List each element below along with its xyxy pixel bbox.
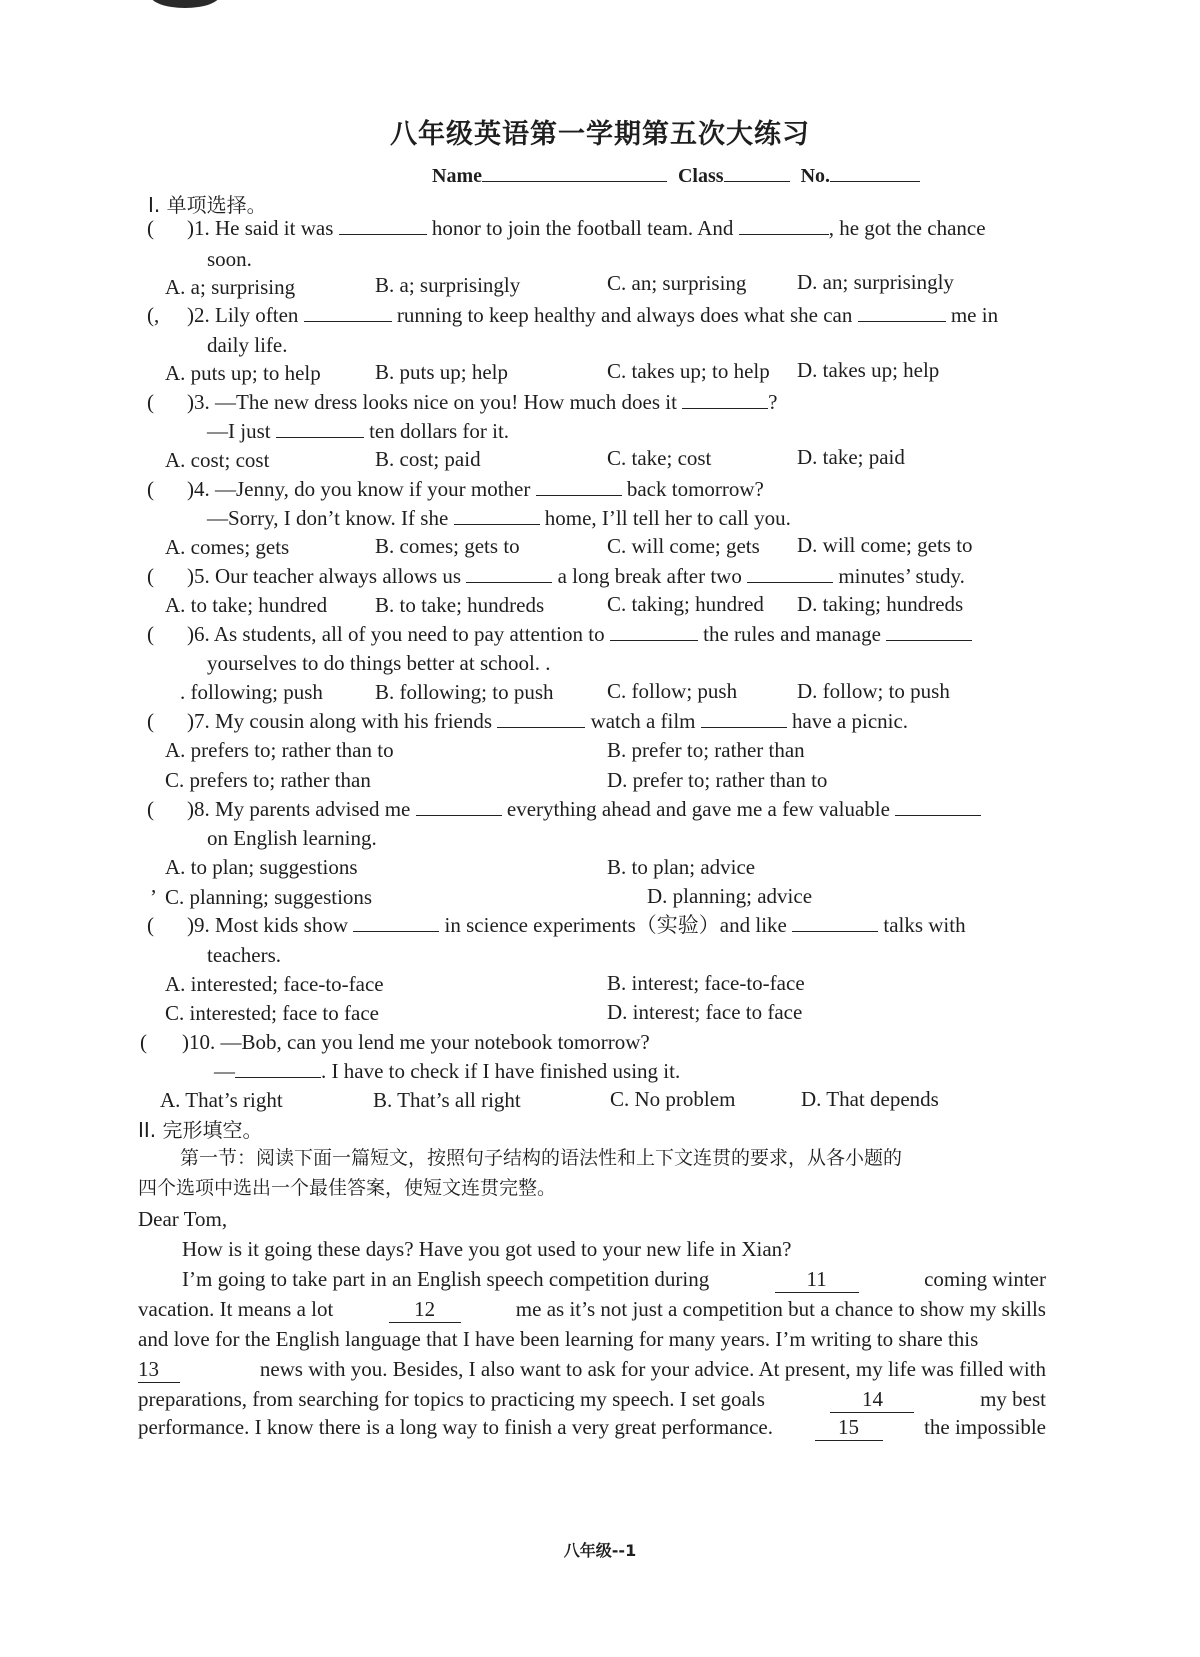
option-a[interactable]: A. comes; gets — [165, 535, 290, 559]
option-a[interactable]: A. a; surprising — [165, 275, 296, 299]
option-d[interactable]: D. follow; to push — [797, 679, 950, 703]
option-b[interactable]: B. comes; gets to — [375, 534, 520, 558]
question-7: ( )7. My cousin along with his friends watch a film have a picnic. — [147, 709, 909, 733]
page-title: 八年级英语第一学期第五次大练习 — [390, 119, 810, 150]
option-b[interactable]: B. to plan; advice — [607, 855, 756, 879]
option-a[interactable]: A. to plan; suggestions — [165, 855, 358, 879]
option-c[interactable]: C. follow; push — [607, 679, 738, 703]
cloze-blank[interactable]: 14 — [830, 1386, 914, 1413]
question-text: daily life. — [207, 333, 288, 357]
answer-blank[interactable] — [682, 390, 768, 409]
option-c[interactable]: C. planning; suggestions — [165, 885, 373, 909]
answer-blank[interactable] — [276, 419, 364, 438]
option-a[interactable]: A. That’s right — [160, 1088, 283, 1112]
answer-blank[interactable] — [701, 709, 787, 728]
cloze-blank[interactable]: 13 — [138, 1356, 180, 1383]
answer-blank[interactable] — [235, 1059, 321, 1078]
answer-blank[interactable] — [497, 709, 585, 728]
option-b[interactable]: B. interest; face-to-face — [607, 971, 805, 995]
option-c[interactable]: C. take; cost — [607, 446, 712, 470]
question-9: ( )9. Most kids show in science experiments（实验）and like talks with — [147, 913, 966, 937]
instruction-text: 四个选项中选出一个最佳答案，使短文连贯完整。 — [138, 1177, 557, 1199]
option-a[interactable]: A. prefers to; rather than to — [165, 738, 394, 762]
answer-blank[interactable] — [895, 797, 981, 816]
answer-blank[interactable] — [536, 477, 622, 496]
option-d[interactable]: D. takes up; help — [797, 358, 940, 382]
name-label: Name — [432, 165, 482, 187]
no-blank[interactable] — [830, 163, 920, 182]
question-text: teachers. — [207, 943, 282, 967]
option-d[interactable]: D. That depends — [801, 1087, 939, 1111]
option-c[interactable]: C. No problem — [610, 1087, 736, 1111]
option-d[interactable]: D. prefer to; rather than to — [607, 768, 828, 792]
option-a[interactable]: A. cost; cost — [165, 448, 270, 472]
no-label: No. — [800, 165, 831, 187]
option-d[interactable]: D. will come; gets to — [797, 533, 973, 557]
cloze-blank[interactable]: 15 — [815, 1414, 883, 1441]
answer-blank[interactable] — [886, 622, 972, 641]
passage-line: preparations, from searching for topics to practicing my speech. I set goals 14 my best — [138, 1387, 1046, 1411]
answer-blank[interactable] — [454, 506, 540, 525]
answer-blank[interactable] — [858, 303, 946, 322]
question-6: ( )6. As students, all of you need to pay attention to the rules and manage — [147, 621, 972, 647]
option-b[interactable]: B. puts up; help — [375, 360, 509, 384]
option-b[interactable]: B. prefer to; rather than — [607, 738, 805, 762]
answer-blank[interactable] — [739, 216, 829, 235]
option-b[interactable]: B. a; surprisingly — [375, 273, 521, 297]
question-8: ( )8. My parents advised me everything ahead and gave me a few valuable — [147, 796, 981, 822]
passage-line: and love for the English language that I have been learning for many years. I’m writing to share this — [138, 1327, 979, 1351]
option-d[interactable]: D. an; surprisingly — [797, 270, 954, 294]
option-d[interactable]: D. take; paid — [797, 445, 905, 469]
option-b[interactable]: B. cost; paid — [375, 447, 481, 471]
instruction-text: 第一节：阅读下面一篇短文，按照句子结构的语法性和上下文连贯的要求，从各小题的 — [180, 1147, 903, 1169]
option-a[interactable]: A. to take; hundred — [165, 593, 328, 617]
passage-line: How is it going these days? Have you got used to your new life in Xian? — [182, 1237, 792, 1261]
cloze-blank[interactable]: 11 — [775, 1266, 859, 1293]
option-a[interactable]: A. puts up; to help — [165, 361, 321, 385]
question-4: ( )4. —Jenny, do you know if your mother back tomorrow? — [147, 477, 764, 501]
scan-mark — [150, 0, 220, 8]
answer-blank[interactable] — [466, 564, 552, 583]
question-2: (, )2. Lily often running to keep healthy and always does what she can me in — [147, 303, 999, 327]
question-text: yourselves to do things better at school. . — [207, 651, 551, 675]
page-footer: 八年级--1 — [563, 1541, 637, 1560]
option-d[interactable]: D. taking; hundreds — [797, 592, 964, 616]
option-b[interactable]: B. to take; hundreds — [375, 593, 545, 617]
option-d[interactable]: D. planning; advice — [647, 884, 813, 908]
option-b[interactable]: B. That’s all right — [373, 1088, 521, 1112]
question-text: soon. — [207, 247, 252, 271]
student-info-row — [432, 163, 920, 188]
section-heading: II. 完形填空。 — [138, 1118, 263, 1142]
passage-line: performance. I know there is a long way to finish a very great performance. 15 the impossible — [138, 1415, 1046, 1439]
letter-greeting: Dear Tom, — [138, 1207, 228, 1231]
option-d[interactable]: D. interest; face to face — [607, 1000, 803, 1024]
margin-mark: ’ — [150, 885, 157, 909]
option-c[interactable]: C. an; surprising — [607, 271, 747, 295]
passage-line: I’m going to take part in an English speech competition during 11 coming winter — [182, 1267, 1046, 1291]
option-c[interactable]: C. interested; face to face — [165, 1001, 379, 1025]
option-c[interactable]: C. taking; hundred — [607, 592, 764, 616]
answer-blank[interactable] — [353, 913, 439, 932]
option-c[interactable]: C. will come; gets — [607, 534, 760, 558]
name-blank[interactable] — [482, 163, 667, 182]
question-5: ( )5. Our teacher always allows us a long break after two minutes’ study. — [147, 564, 965, 588]
passage-line: vacation. It means a lot 12 me as it’s not just a competition but a chance to show my skills — [138, 1297, 1046, 1321]
option-c[interactable]: C. prefers to; rather than — [165, 768, 371, 792]
question-text: — . I have to check if I have finished using it. — [214, 1059, 681, 1083]
answer-blank[interactable] — [339, 216, 427, 235]
class-label: Class — [677, 165, 724, 187]
answer-blank[interactable] — [610, 622, 698, 641]
option-a[interactable]: A. interested; face-to-face — [165, 972, 384, 996]
answer-blank[interactable] — [304, 303, 392, 322]
class-blank[interactable] — [724, 163, 790, 182]
answer-blank[interactable] — [792, 913, 878, 932]
question-3: ( )3. —The new dress looks nice on you! How much does it ? — [147, 390, 778, 414]
option-a[interactable]: . following; push — [180, 680, 323, 704]
cloze-blank[interactable]: 12 — [389, 1296, 461, 1323]
passage-line: 13 news with you. Besides, I also want to ask for your advice. At present, my life was filled with — [138, 1357, 1046, 1381]
answer-blank[interactable] — [416, 797, 502, 816]
question-text: —Sorry, I don’t know. If she home, I’ll tell her to call you. — [207, 506, 791, 530]
section-heading: I. 单项选择。 — [148, 193, 267, 217]
option-b[interactable]: B. following; to push — [375, 680, 554, 704]
question-text: —I just ten dollars for it. — [207, 419, 510, 443]
question-10: ( )10. —Bob, can you lend me your notebook tomorrow? — [140, 1030, 650, 1054]
option-c[interactable]: C. takes up; to help — [607, 359, 770, 383]
answer-blank[interactable] — [747, 564, 833, 583]
question-text: on English learning. — [207, 826, 377, 850]
question-1: ( )1. He said it was honor to join the football team. And , he got the chance — [147, 216, 986, 240]
